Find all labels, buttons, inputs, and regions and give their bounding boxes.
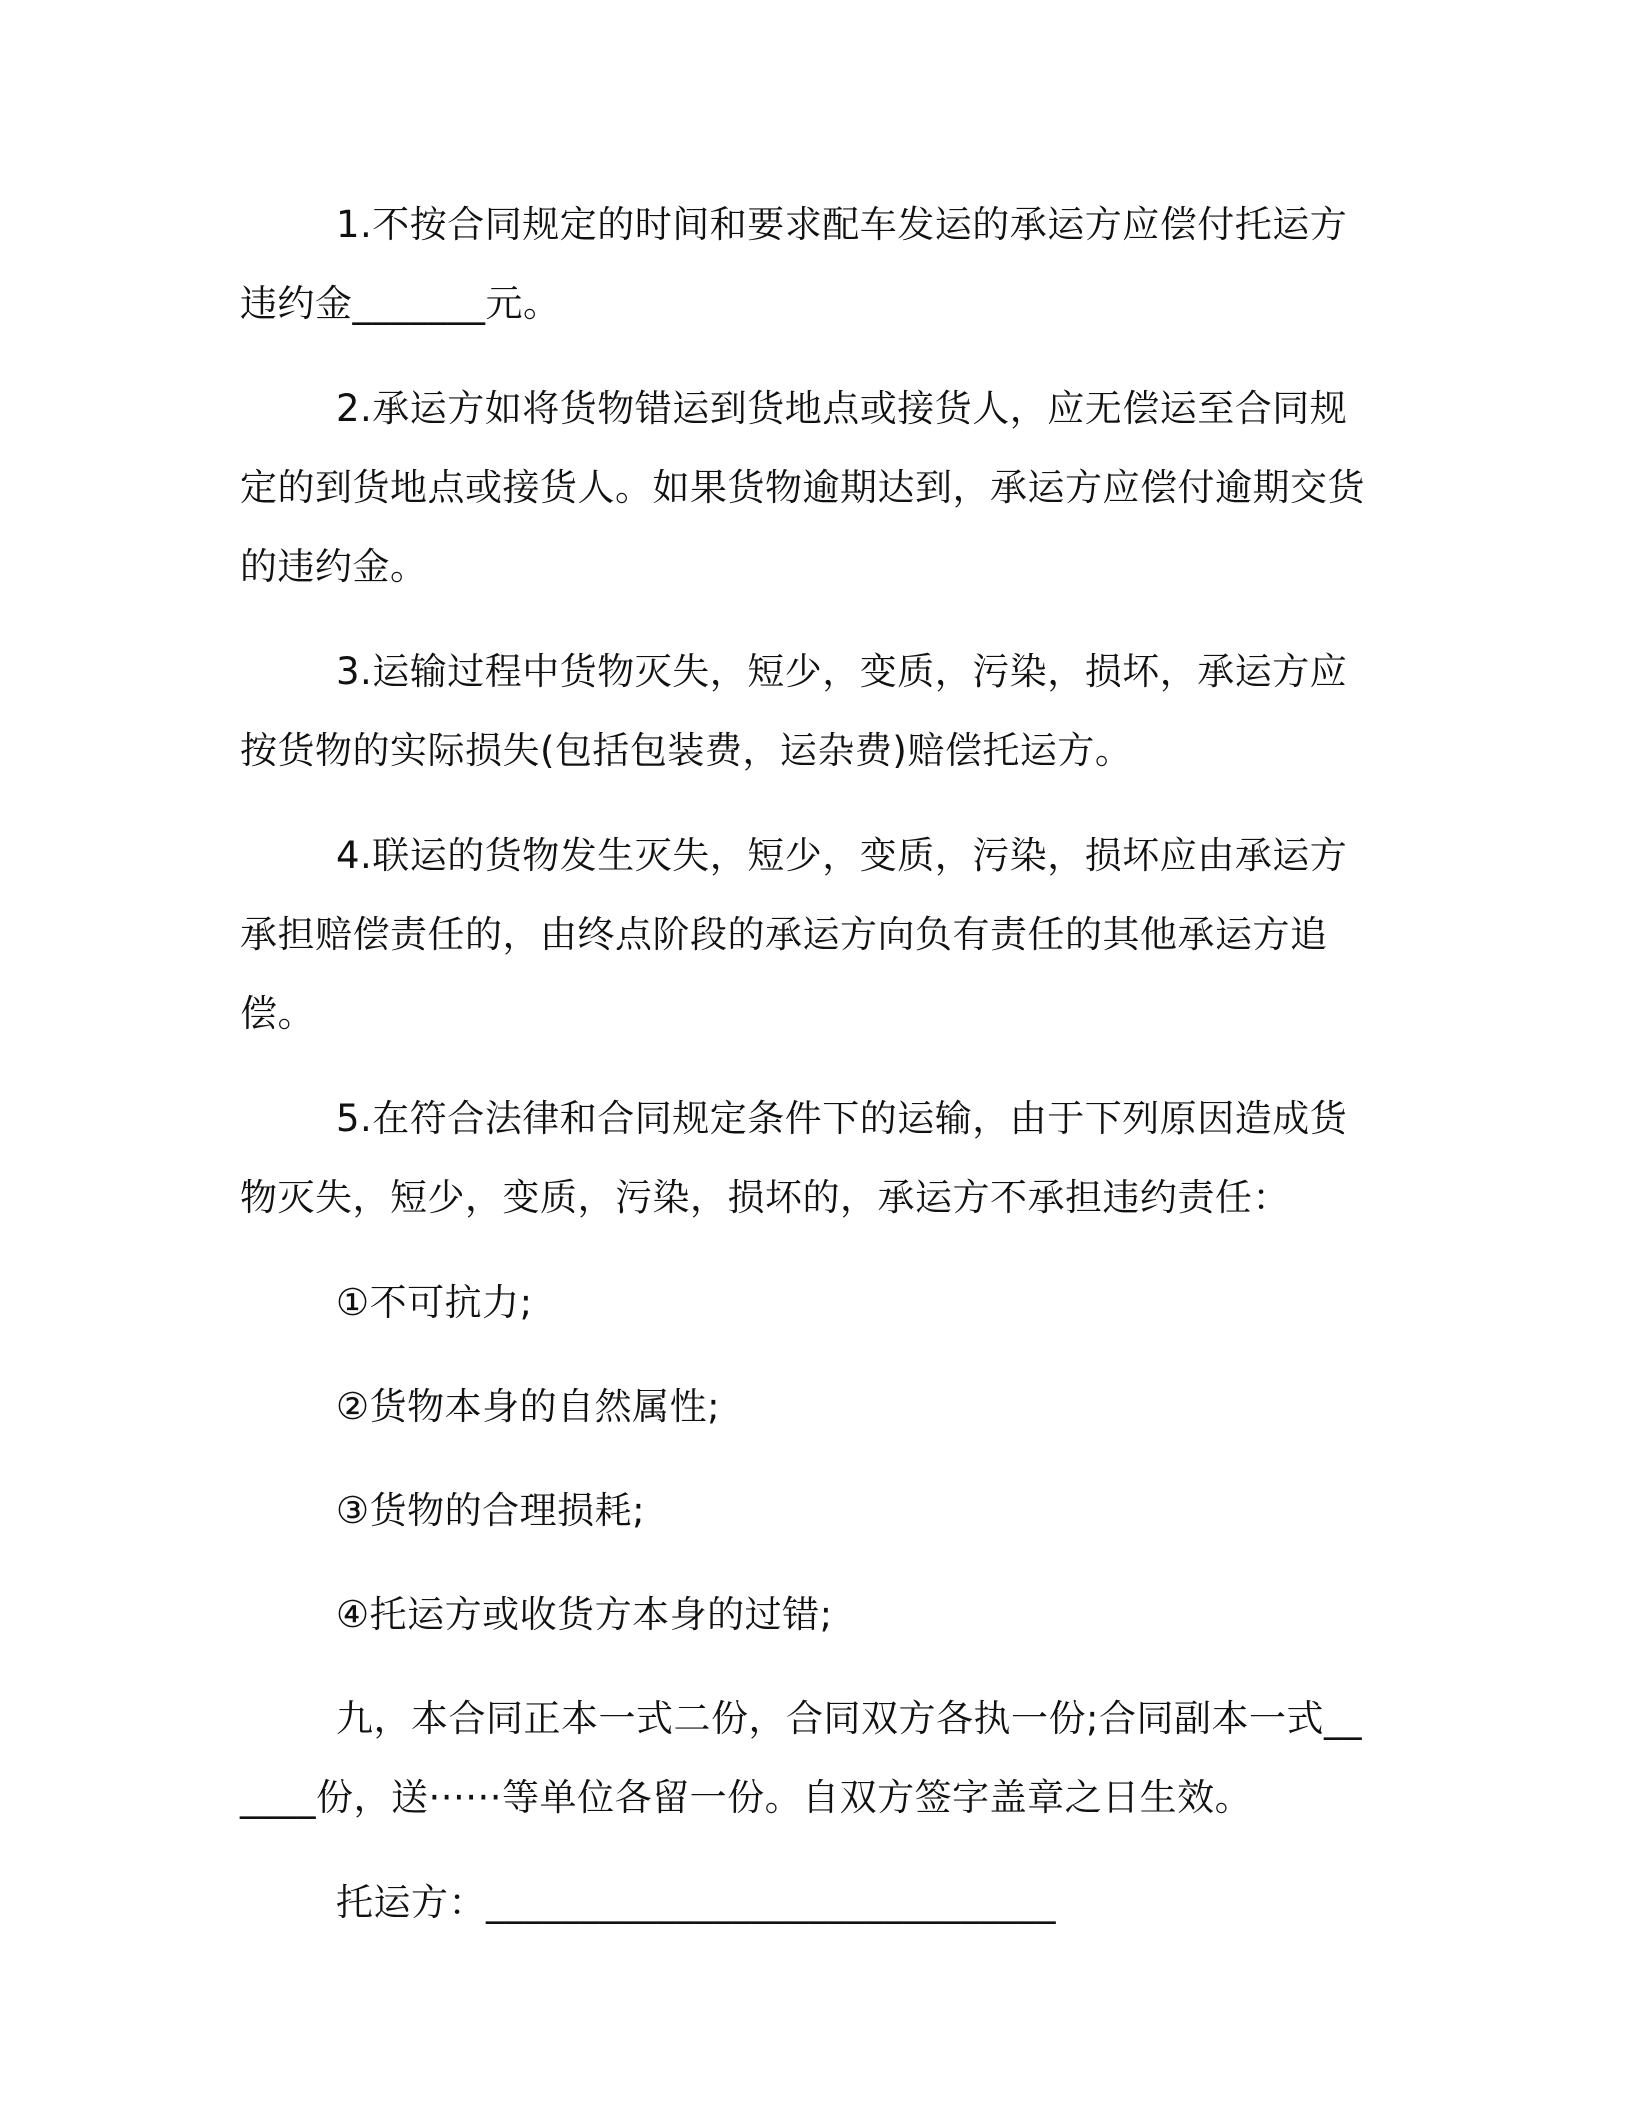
exemption-item-2: ②货物本身的自然属性; [336, 1385, 721, 1428]
clause-5-paragraph: 5.在符合法律和合同规定条件下的运输，由于下列原因造成货物灭失，短少，变质，污染，损坏的，承运方不承担违约责任： [240, 1097, 1348, 1219]
clause-4-paragraph: 4.联运的货物发生灭失，短少，变质，污染，损坏应由承运方承担赔偿责任的，由终点阶段的承运方向负有责任的其他承运方追偿。 [240, 834, 1348, 1035]
consignor-signature-line: 托运方：______________________________ [336, 1881, 1056, 1924]
document-body [240, 185, 1370, 1968]
clause-1-paragraph: 1.不按合同规定的时间和要求配车发运的承运方应偿付托运方违约金_______元。 [240, 203, 1348, 325]
exemption-item-1: ①不可抗力; [336, 1281, 533, 1324]
clause-3-paragraph: 3.运输过程中货物灭失，短少，变质，污染，损坏，承运方应按货物的实际损失(包括包装费，运杂费)赔偿托运方。 [240, 650, 1348, 772]
article-9-paragraph: 九，本合同正本一式二份，合同双方各执一份;合同副本一式______份，送······等单位各留一份。自双方签字盖章之日生效。 [240, 1697, 1362, 1819]
exemption-item-3: ③货物的合理损耗; [336, 1489, 646, 1532]
exemption-item-4: ④托运方或收货方本身的过错; [336, 1593, 833, 1636]
clause-2-paragraph: 2.承运方如将货物错运到货地点或接货人，应无偿运至合同规定的到货地点或接货人。如果货物逾期达到，承运方应偿付逾期交货的违约金。 [240, 387, 1365, 588]
